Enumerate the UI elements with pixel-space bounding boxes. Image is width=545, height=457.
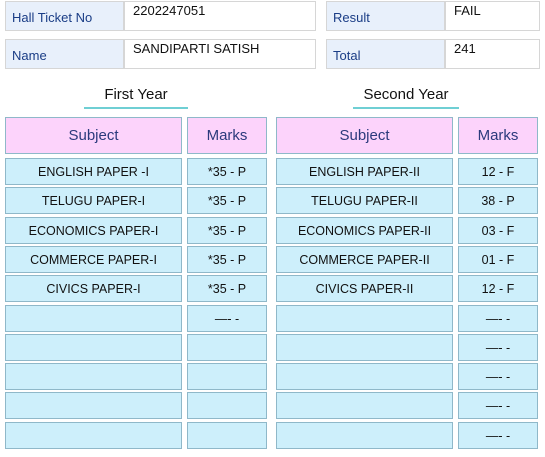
first-year-marks-cell xyxy=(187,392,267,419)
first-year-marks-cell: *35 - P xyxy=(187,275,267,302)
second-year-marks-cell: 12 - F xyxy=(458,275,538,302)
first-year-title: First Year xyxy=(104,86,168,103)
first-year-subject-cell xyxy=(5,392,182,419)
second-year-subject-cell xyxy=(276,334,453,361)
first-year-subject-cell: ECONOMICS PAPER-I xyxy=(5,217,182,244)
total-value: 241 xyxy=(445,39,540,69)
first-year-subject-cell xyxy=(5,305,182,332)
hall-ticket-label: Hall Ticket No xyxy=(5,1,124,31)
result-value: FAIL xyxy=(445,1,540,31)
name-label: Name xyxy=(5,39,124,69)
second-year-marks-cell: —- - xyxy=(458,363,538,390)
second-year-marks-cell: —- - xyxy=(458,422,538,449)
second-year-subject-header: Subject xyxy=(276,117,453,154)
result-label: Result xyxy=(326,1,445,31)
total-label: Total xyxy=(326,39,445,69)
second-year-subject-cell xyxy=(276,392,453,419)
first-year-subject-cell: CIVICS PAPER-I xyxy=(5,275,182,302)
first-year-subject-cell xyxy=(5,334,182,361)
second-year-marks-cell: 38 - P xyxy=(458,187,538,214)
second-year-marks-header: Marks xyxy=(458,117,538,154)
first-year-marks-cell xyxy=(187,334,267,361)
second-year-marks-cell: 03 - F xyxy=(458,217,538,244)
first-year-subject-cell: TELUGU PAPER-I xyxy=(5,187,182,214)
first-year-underline xyxy=(84,107,188,109)
second-year-marks-cell: —- - xyxy=(458,392,538,419)
second-year-marks-cell: —- - xyxy=(458,334,538,361)
name-value: SANDIPARTI SATISH xyxy=(124,39,316,69)
first-year-subject-cell: COMMERCE PAPER-I xyxy=(5,246,182,273)
first-year-marks-cell xyxy=(187,363,267,390)
first-year-marks-header: Marks xyxy=(187,117,267,154)
second-year-subject-cell: COMMERCE PAPER-II xyxy=(276,246,453,273)
first-year-subject-cell: ENGLISH PAPER -I xyxy=(5,158,182,185)
second-year-subject-cell xyxy=(276,305,453,332)
second-year-subject-cell: TELUGU PAPER-II xyxy=(276,187,453,214)
second-year-marks-cell: 01 - F xyxy=(458,246,538,273)
first-year-subject-cell xyxy=(5,422,182,449)
hall-ticket-value: 2202247051 xyxy=(124,1,316,31)
second-year-subject-cell xyxy=(276,363,453,390)
first-year-marks-cell: *35 - P xyxy=(187,217,267,244)
first-year-marks-cell: *35 - P xyxy=(187,187,267,214)
first-year-marks-cell: *35 - P xyxy=(187,158,267,185)
second-year-subject-cell: ENGLISH PAPER-II xyxy=(276,158,453,185)
first-year-marks-cell xyxy=(187,422,267,449)
first-year-subject-header: Subject xyxy=(5,117,182,154)
second-year-title: Second Year xyxy=(363,86,449,103)
first-year-subject-cell xyxy=(5,363,182,390)
second-year-subject-cell: ECONOMICS PAPER-II xyxy=(276,217,453,244)
second-year-subject-cell xyxy=(276,422,453,449)
second-year-underline xyxy=(353,107,459,109)
second-year-marks-cell: —- - xyxy=(458,305,538,332)
first-year-marks-cell: *35 - P xyxy=(187,246,267,273)
first-year-marks-cell: —- - xyxy=(187,305,267,332)
second-year-marks-cell: 12 - F xyxy=(458,158,538,185)
second-year-subject-cell: CIVICS PAPER-II xyxy=(276,275,453,302)
